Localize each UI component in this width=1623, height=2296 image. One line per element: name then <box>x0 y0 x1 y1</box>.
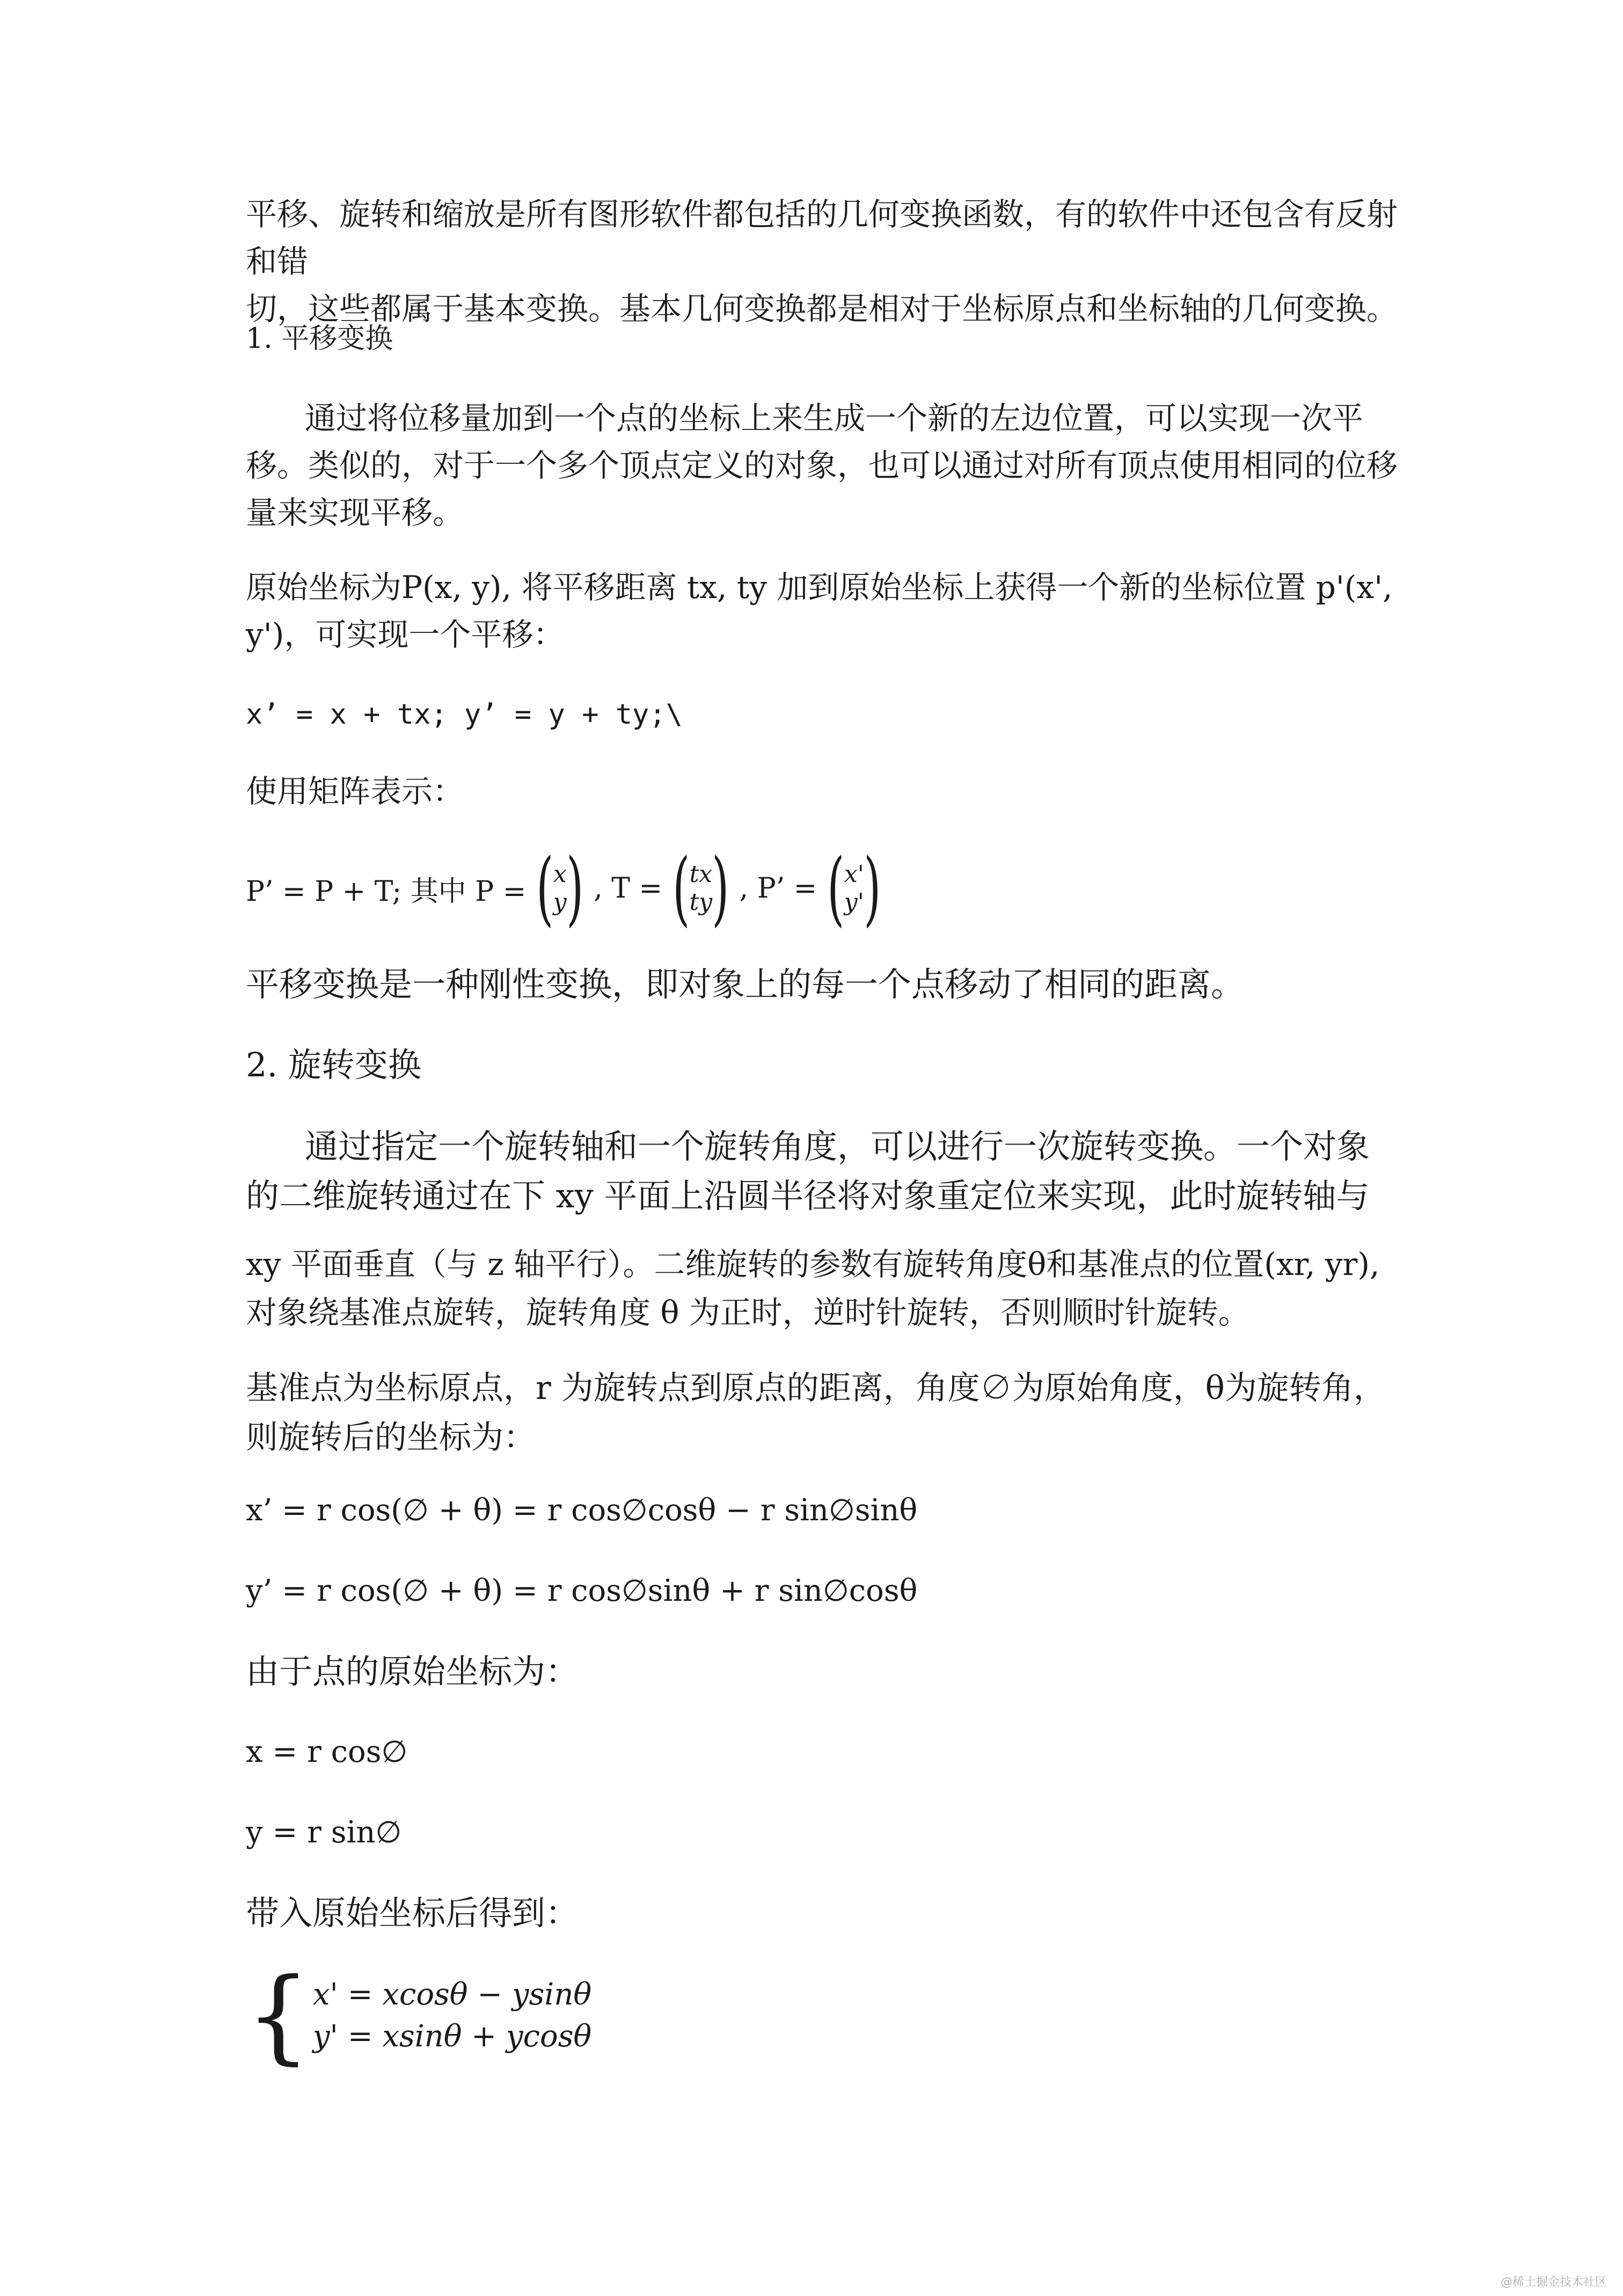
p-prime-vector-top: x' <box>844 861 864 888</box>
original-coords-text: 原始坐标为P(x, y), 将平移距离 tx, ty 加到原始坐标上获得一个新的坐标位置 p'(x', y')，可实现一个平移： <box>246 569 1393 653</box>
brace-icon: { <box>246 1956 311 2075</box>
t-label: , T = <box>594 872 663 905</box>
watermark: @稀土掘金技术社区 <box>1500 2276 1607 2289</box>
t-vector: ( tx ty ) <box>672 842 729 935</box>
p-prime-label: , P’ = <box>739 872 817 905</box>
p-prime-vector: ( x' y' ) <box>827 842 881 935</box>
intro-paragraph <box>246 191 1398 332</box>
p-vector-bottom: y <box>553 888 567 916</box>
matrix-label: 使用矩阵表示： <box>246 773 464 810</box>
rotation-para3: 基准点为坐标原点，r 为旋转点到原点的距离，角度∅为原始角度，θ为旋转角，则旋转后的坐标为： <box>246 1369 1386 1456</box>
substitution-label: 带入原始坐标后得到： <box>246 1893 579 1933</box>
p-vector-top: x <box>553 861 567 888</box>
translation-heading: 1. 平移变换 <box>246 323 393 355</box>
rotation-eq-y: y’ = r cos(∅ + θ) = r cos∅sinθ + r sin∅cosθ <box>246 1573 918 1608</box>
rotation-para2: xy 平面垂直（与 z 轴平行）。二维旋转的参数有旋转角度θ和基准点的位置(xr, yr),对象绕基准点旋转，旋转角度 θ 为正时，逆时针旋转，否则顺时针旋转。 <box>246 1246 1380 1331</box>
matrix-eq-prefix: P’ = P + T; 其中 P = <box>246 875 527 908</box>
translation-equation: x’ = x + tx; y’ = y + ty;\ <box>246 698 683 731</box>
rotation-heading: 2. 旋转变换 <box>246 1045 421 1084</box>
intro-line-1: 平移、旋转和缩放是所有图形软件都包括的几何变换函数，有的软件中还包含有反射和错 <box>246 196 1398 280</box>
system-row-2: y' = xsinθ + ycosθ <box>312 2019 592 2054</box>
original-x-eq: x = r cos∅ <box>246 1734 408 1769</box>
rotation-eq-x: x’ = r cos(∅ + θ) = r cos∅cosθ − r sin∅sinθ <box>246 1493 918 1528</box>
matrix-equation <box>246 842 1398 935</box>
rigid-transform-text: 平移变换是一种刚性变换，即对象上的每一个点移动了相同的距离。 <box>246 965 1245 1004</box>
intro-line-2: 切，这些都属于基本变换。基本几何变换都是相对于坐标原点和坐标轴的几何变换。 <box>246 290 1398 327</box>
original-y-eq: y = r sin∅ <box>246 1815 402 1850</box>
t-vector-bottom: ty <box>689 888 713 916</box>
translation-paragraph: 通过将位移量加到一个点的坐标上来生成一个新的左边位置，可以实现一次平移。类似的，对于一个多个顶点定义的对象，也可以通过对所有顶点使用相同的位移量来实现平移。 <box>246 400 1398 531</box>
rotation-para1-line2: 的二维旋转通过在下 xy 平面上沿圆半径将对象重定位来实现，此时旋转轴与 <box>246 1176 1370 1215</box>
equation-system <box>246 1956 592 2075</box>
rotation-para1-line1: 通过指定一个旋转轴和一个旋转角度，可以进行一次旋转变换。一个对象 <box>305 1127 1370 1166</box>
p-prime-vector-bottom: y' <box>844 888 864 916</box>
p-vector: ( x y ) <box>536 842 584 935</box>
system-row-1: x' = xcosθ − ysinθ <box>312 1977 592 2012</box>
t-vector-top: tx <box>689 861 713 888</box>
original-coords-label: 由于点的原始坐标为： <box>246 1652 579 1691</box>
